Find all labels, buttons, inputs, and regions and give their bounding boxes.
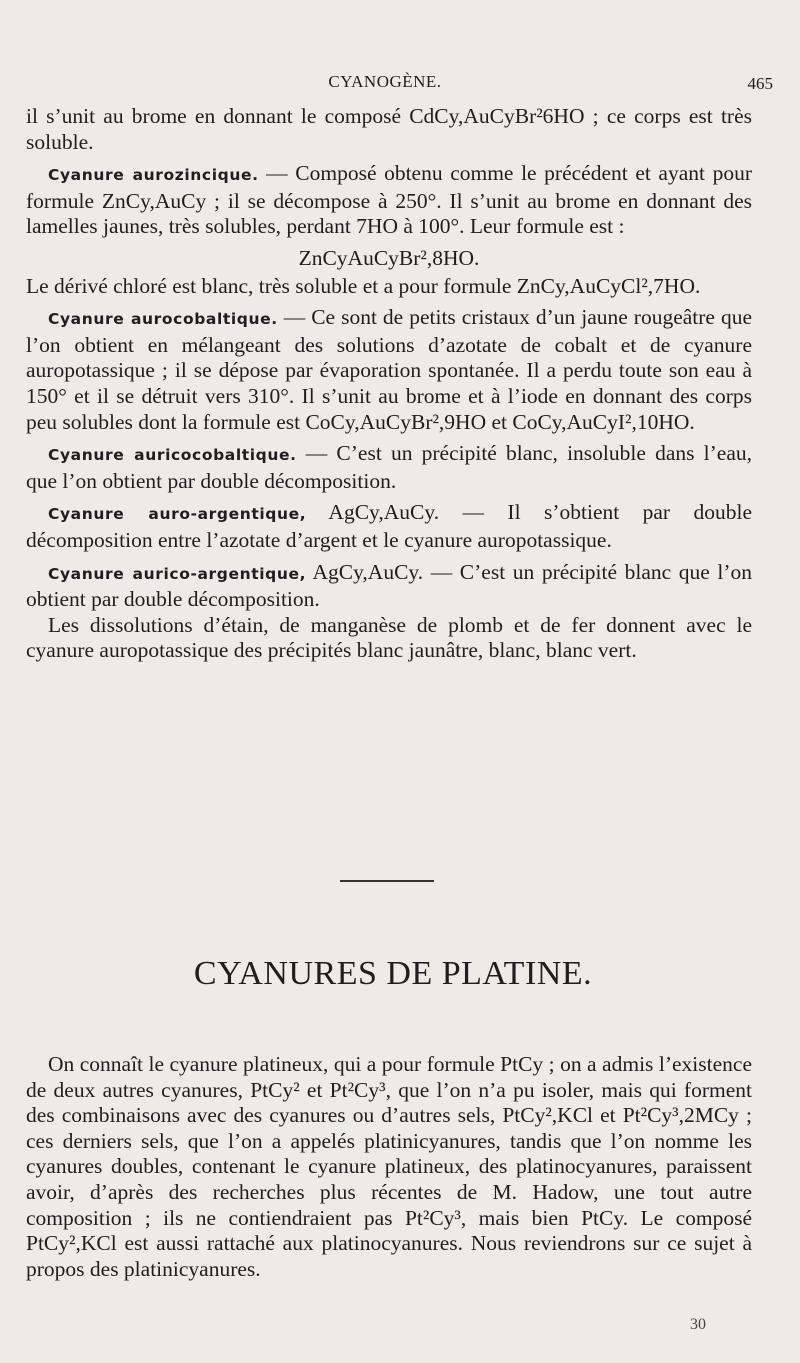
section-title: CYANURES DE PLATINE. — [193, 955, 593, 992]
running-title: CYANOGÈNE. — [328, 72, 442, 91]
paragraph-aurozincique — [26, 161, 752, 240]
paragraph-text: il s’unit au brome en donnant le composé CdCy,AuCyBr²6HO ; ce corps est très soluble. — [26, 104, 752, 154]
section-divider — [340, 880, 434, 882]
paragraph-text: — Composé obtenu comme le précédent et ayant pour formule ZnCy,AuCy ; il se décompose à 250°. Il s’unit au brome en donnant des lamelles jaunes, très solubles, perdant 7HO à 100°. Leur formule est : — [26, 161, 752, 239]
signature-mark: 30 — [690, 1316, 706, 1333]
formula-line — [26, 246, 752, 272]
body-text-top — [26, 104, 752, 664]
entry-term: Cyanure aurozincique. — [48, 166, 259, 185]
paragraph-text: On connaît le cyanure platineux, qui a pour formule PtCy ; on a admis l’existence de deux autres cyanures, PtCy² et Pt²Cy³, que l’on n’a pu isoler, mais qui forment des combinaisons avec des cyanures ou d’autres sels, PtCy²,KCl et Pt²Cy³,2MCy ; ces derniers sels, que l’on a appelés platinicyanures, tandis que l’on nomme les cyanures doubles, contenant le cyanure platineux, des platinocyanures, paraissent avoir, d’après des recherches plus récentes de M. Hadow, une tout autre composition ; ils ne contiendraient pas Pt²Cy³, mais bien PtCy. Le composé PtCy²,KCl est aussi rattaché aux platinocyanures. Nous reviendrons sur ce sujet à propos des platinicyanures. — [26, 1052, 752, 1281]
paragraph-auro-argentique — [26, 500, 752, 553]
paragraph-cdcy-continuation — [26, 104, 752, 155]
paragraph-text: AgCy,AuCy. — C’est un précipité blanc que l’on obtient par double décomposition. — [26, 559, 752, 612]
entry-term: Cyanure aurocobaltique. — [48, 310, 278, 329]
paragraph-platine — [26, 1052, 752, 1282]
entry-term: Cyanure auricocobaltique. — [48, 446, 297, 465]
paragraph-dissolutions — [26, 613, 752, 664]
body-text-bottom — [26, 1052, 752, 1282]
entry-term: Cyanure aurico-argentique, — [48, 564, 307, 583]
paragraph-text: — Ce sont de petits cristaux d’un jaune rougeâtre que l’on obtient en mélangeant des solutions d’azotate de cobalt et de cyanure auropotassique ; il se dépose par évaporation spontanée. Il a perdu toute son eau à 150° et il se détruit vers 310°. Il s’unit au brome et à l’iode en donnant des corps peu solubles dont la formule est CoCy,AuCyBr²,9HO et CoCy,AuCyI²,10HO. — [26, 305, 753, 434]
page-number: 465 — [747, 74, 773, 93]
paragraph-auricocobaltique — [26, 441, 752, 494]
paragraph-text: — C’est un précipité blanc, insoluble dans l’eau, que l’on obtient par double décomposition. — [26, 441, 752, 493]
running-header — [0, 66, 800, 96]
paragraph-chlore — [26, 274, 752, 300]
paragraph-text: Les dissolutions d’étain, de manganèse de plomb et de fer donnent avec le cyanure auropotassique des précipités blanc jaunâtre, blanc, blanc vert. — [26, 612, 752, 663]
paragraph-text: Le dérivé chloré est blanc, très soluble et a pour formule ZnCy,AuCyCl²,7HO. — [26, 273, 701, 298]
paragraph-aurocobaltique — [26, 305, 752, 435]
paragraph-aurico-argentique — [26, 560, 752, 613]
formula-text: ZnCyAuCyBr²,8HO. — [298, 245, 480, 270]
paragraph-text: AgCy,AuCy. — Il s’obtient par double décomposition entre l’azotate d’argent et le cyanure auropotassique. — [26, 500, 752, 552]
entry-term: Cyanure auro-argentique, — [48, 505, 307, 524]
